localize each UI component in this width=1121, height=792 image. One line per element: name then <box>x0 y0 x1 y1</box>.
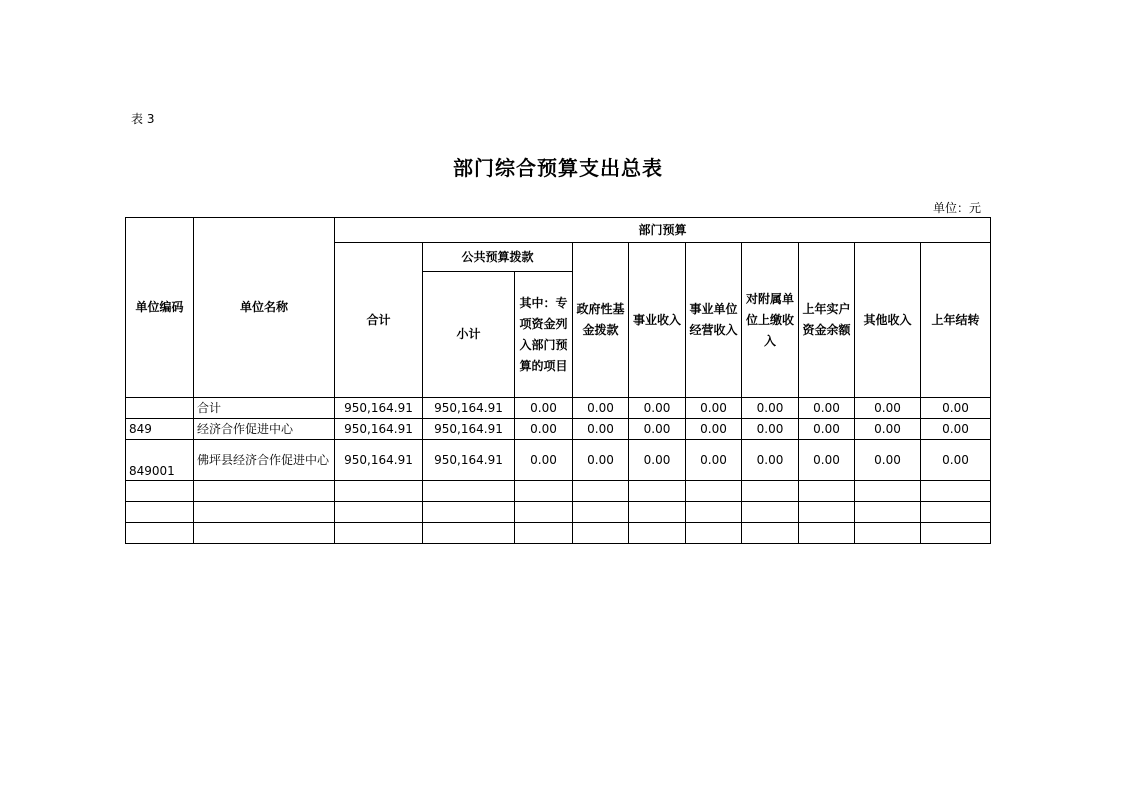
empty-cell <box>629 523 686 544</box>
cell-affiliated-income: 0.00 <box>742 440 799 481</box>
cell-unit-code: 849001 <box>126 440 194 481</box>
header-subtotal: 小计 <box>423 272 515 398</box>
empty-cell <box>423 502 515 523</box>
cell-unit-code: 849 <box>126 419 194 440</box>
header-gov-fund: 政府性基金拨款 <box>573 243 629 398</box>
empty-cell <box>799 523 855 544</box>
cell-business-income: 0.00 <box>629 440 686 481</box>
header-prior-year-balance: 上年实户资金余额 <box>799 243 855 398</box>
empty-cell <box>799 481 855 502</box>
budget-table <box>125 217 991 544</box>
cell-unit-name: 合计 <box>194 398 335 419</box>
empty-cell <box>921 481 991 502</box>
cell-gov-fund: 0.00 <box>573 440 629 481</box>
empty-cell <box>742 523 799 544</box>
cell-prior-year-carryover: 0.00 <box>921 440 991 481</box>
empty-cell <box>423 481 515 502</box>
cell-prior-year-carryover: 0.00 <box>921 419 991 440</box>
empty-cell <box>126 523 194 544</box>
cell-other-income: 0.00 <box>855 398 921 419</box>
header-prior-year-carryover: 上年结转 <box>921 243 991 398</box>
cell-total: 950,164.91 <box>335 419 423 440</box>
empty-cell <box>515 502 573 523</box>
table-number-label: 表 3 <box>131 112 155 126</box>
empty-cell <box>742 481 799 502</box>
empty-cell <box>629 502 686 523</box>
page-title: 部门综合预算支出总表 <box>453 156 663 180</box>
cell-total: 950,164.91 <box>335 398 423 419</box>
empty-cell <box>686 481 742 502</box>
empty-cell <box>921 523 991 544</box>
cell-special-funds: 0.00 <box>515 398 573 419</box>
empty-cell <box>799 502 855 523</box>
cell-special-funds: 0.00 <box>515 419 573 440</box>
cell-subtotal: 950,164.91 <box>423 398 515 419</box>
cell-operating-income: 0.00 <box>686 398 742 419</box>
empty-cell <box>335 502 423 523</box>
cell-other-income: 0.00 <box>855 419 921 440</box>
header-unit-code: 单位编码 <box>126 218 194 398</box>
cell-prior-year-balance: 0.00 <box>799 419 855 440</box>
cell-prior-year-balance: 0.00 <box>799 398 855 419</box>
empty-cell <box>921 502 991 523</box>
cell-business-income: 0.00 <box>629 398 686 419</box>
cell-unit-name: 经济合作促进中心 <box>194 419 335 440</box>
cell-unit-code <box>126 398 194 419</box>
header-dept-budget: 部门预算 <box>335 218 991 243</box>
empty-cell <box>194 481 335 502</box>
cell-special-funds: 0.00 <box>515 440 573 481</box>
unit-note: 单位：元 <box>932 201 981 215</box>
cell-subtotal: 950,164.91 <box>423 419 515 440</box>
header-business-income: 事业收入 <box>629 243 686 398</box>
table-row <box>126 419 991 440</box>
cell-total: 950,164.91 <box>335 440 423 481</box>
cell-gov-fund: 0.00 <box>573 419 629 440</box>
cell-prior-year-carryover: 0.00 <box>921 398 991 419</box>
header-public-budget: 公共预算拨款 <box>423 243 573 272</box>
cell-affiliated-income: 0.00 <box>742 419 799 440</box>
empty-cell <box>855 523 921 544</box>
empty-row <box>126 523 991 544</box>
cell-subtotal: 950,164.91 <box>423 440 515 481</box>
empty-cell <box>855 502 921 523</box>
header-operating-income: 事业单位经营收入 <box>686 243 742 398</box>
header-total: 合计 <box>335 243 423 398</box>
empty-cell <box>515 523 573 544</box>
header-affiliated-income: 对附属单位上缴收入 <box>742 243 799 398</box>
empty-cell <box>573 523 629 544</box>
cell-prior-year-balance: 0.00 <box>799 440 855 481</box>
empty-cell <box>126 502 194 523</box>
cell-affiliated-income: 0.00 <box>742 398 799 419</box>
empty-cell <box>573 481 629 502</box>
cell-other-income: 0.00 <box>855 440 921 481</box>
empty-cell <box>742 502 799 523</box>
empty-row <box>126 481 991 502</box>
header-row <box>126 218 991 243</box>
empty-cell <box>423 523 515 544</box>
empty-cell <box>686 523 742 544</box>
empty-cell <box>335 523 423 544</box>
empty-cell <box>686 502 742 523</box>
cell-unit-name: 佛坪县经济合作促进中心 <box>194 440 335 481</box>
table-row <box>126 398 991 419</box>
empty-cell <box>126 481 194 502</box>
empty-cell <box>573 502 629 523</box>
empty-cell <box>515 481 573 502</box>
table-row <box>126 440 991 481</box>
empty-cell <box>194 523 335 544</box>
empty-cell <box>629 481 686 502</box>
empty-row <box>126 502 991 523</box>
header-special-funds: 其中：专项资金列入部门预算的项目 <box>515 272 573 398</box>
empty-cell <box>194 502 335 523</box>
empty-cell <box>855 481 921 502</box>
cell-operating-income: 0.00 <box>686 440 742 481</box>
header-unit-name: 单位名称 <box>194 218 335 398</box>
header-other-income: 其他收入 <box>855 243 921 398</box>
empty-cell <box>335 481 423 502</box>
cell-gov-fund: 0.00 <box>573 398 629 419</box>
cell-operating-income: 0.00 <box>686 419 742 440</box>
cell-business-income: 0.00 <box>629 419 686 440</box>
